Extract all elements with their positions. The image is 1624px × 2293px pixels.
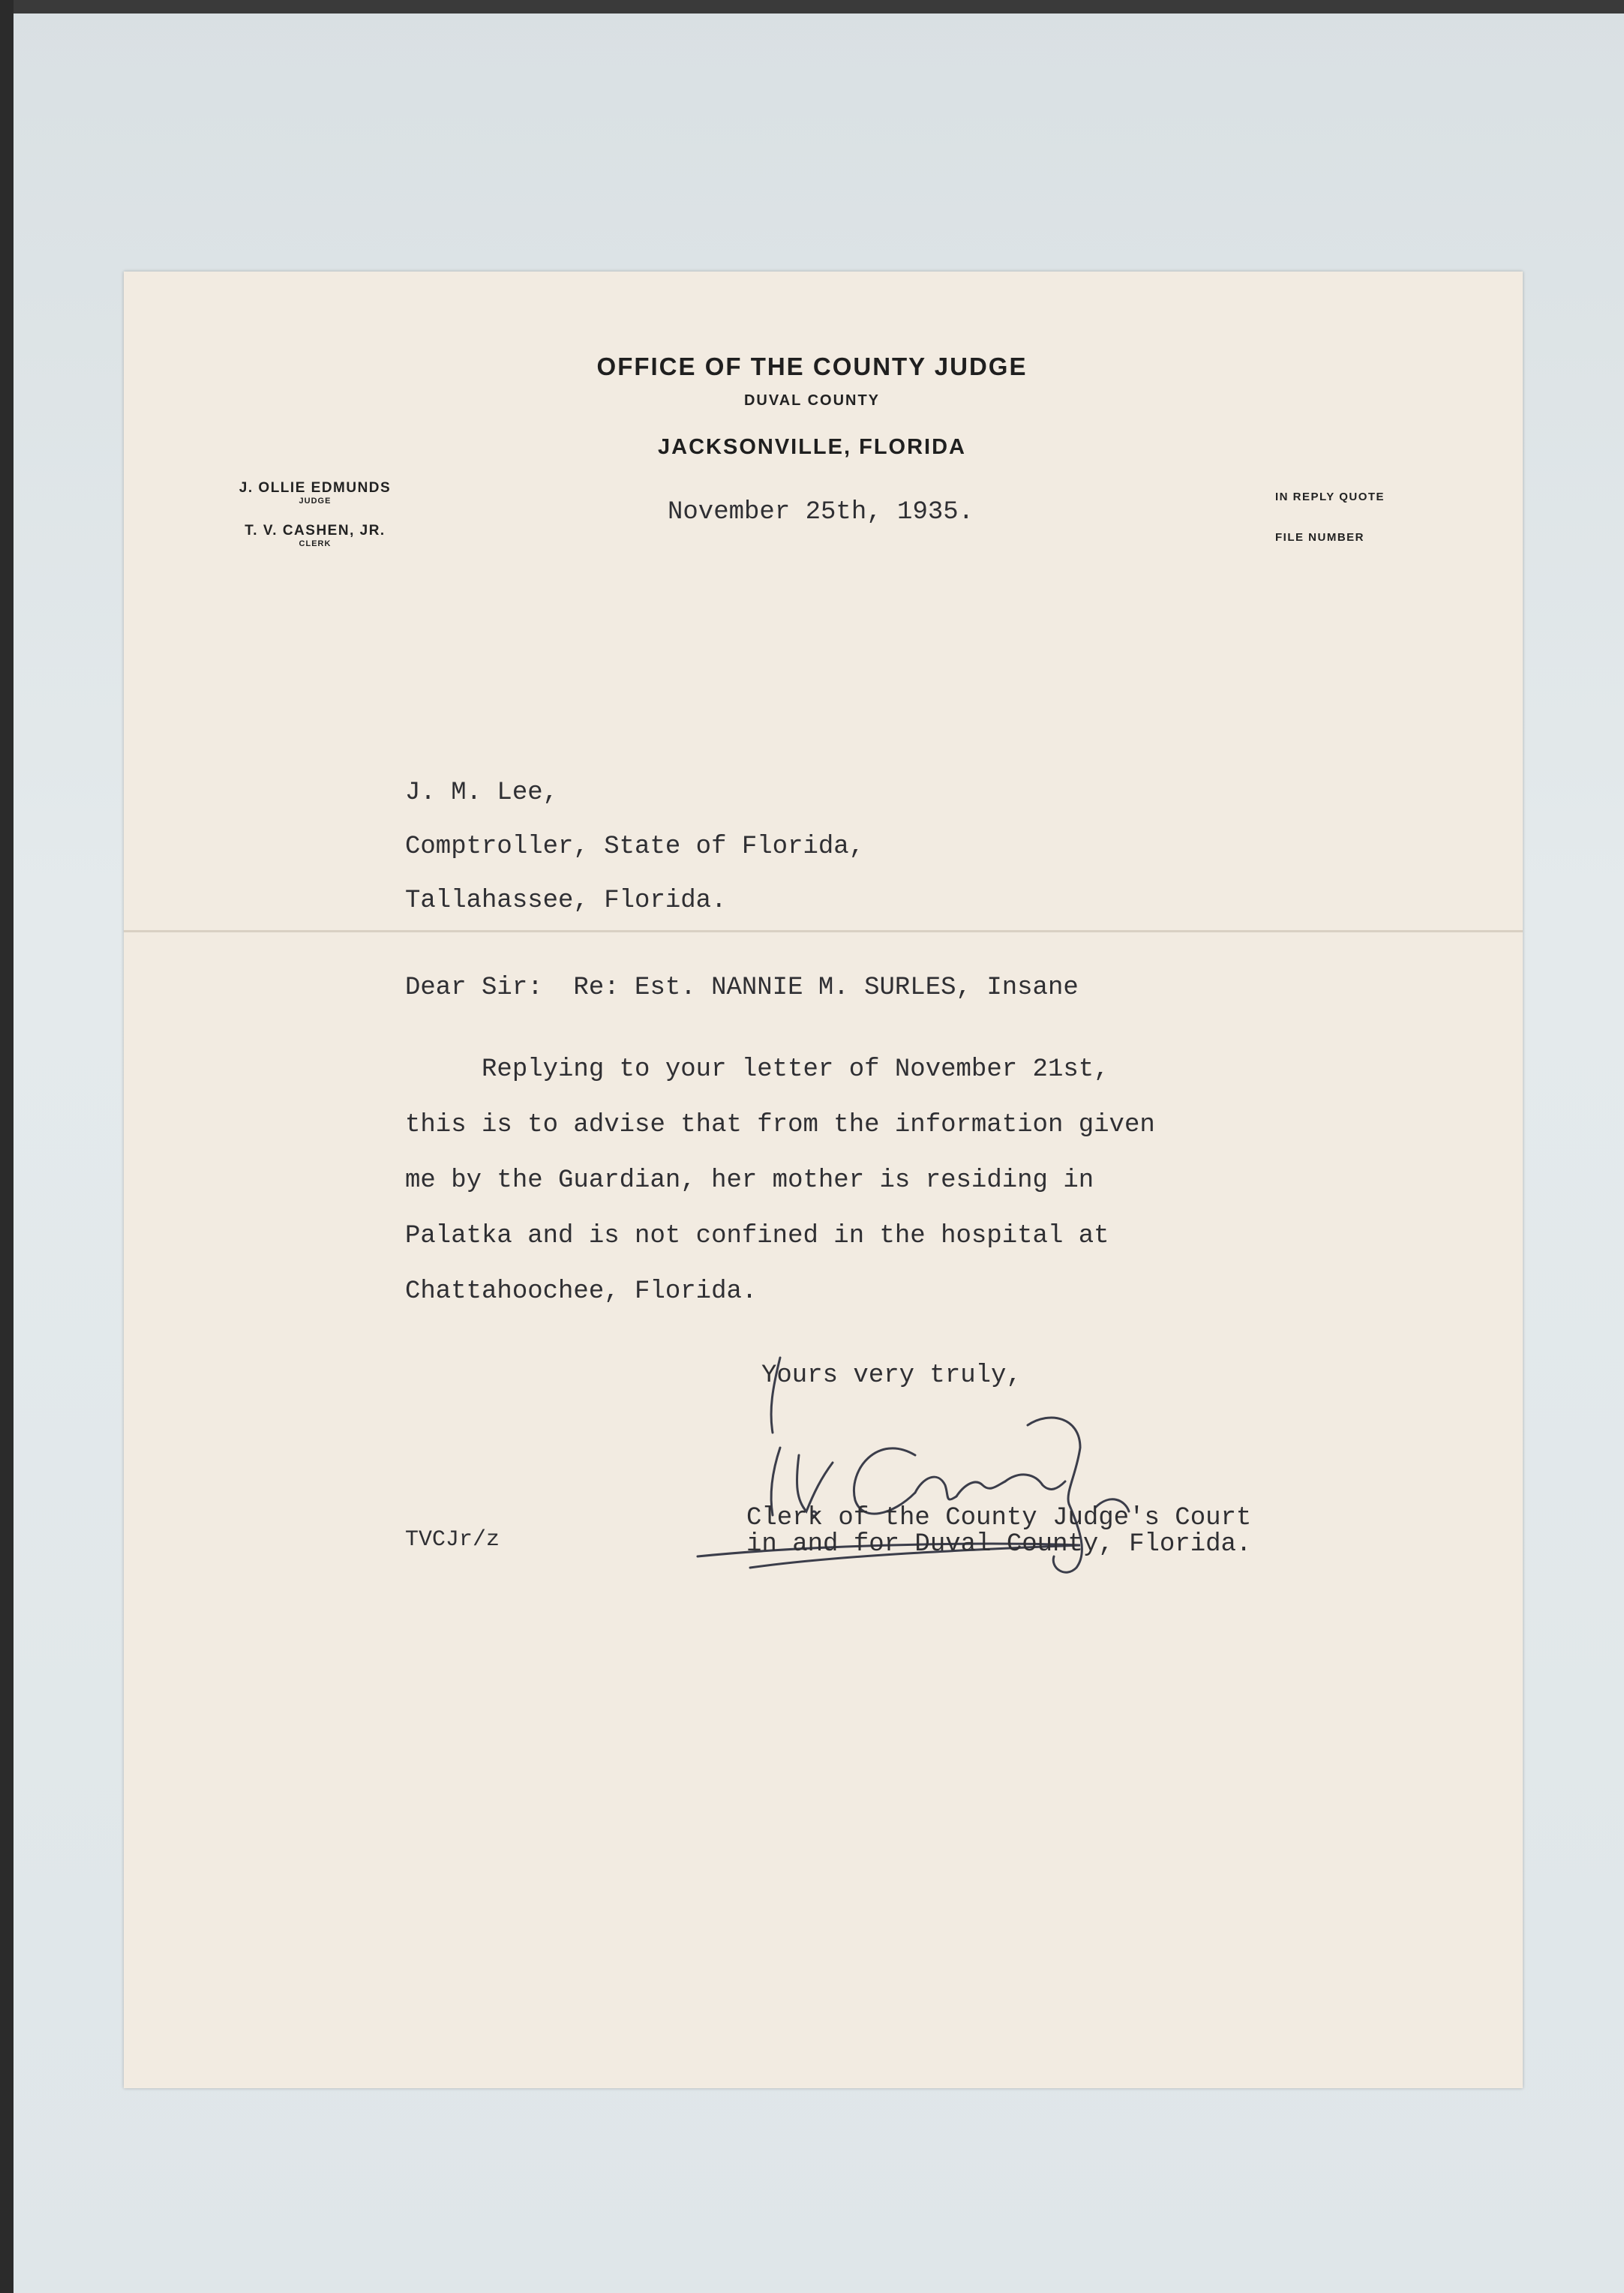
salutation: Dear Sir: Re: Est. NANNIE M. SURLES, Insane — [405, 974, 1079, 1002]
letterhead-title: OFFICE OF THE COUNTY JUDGE — [596, 353, 1028, 380]
recipient-line: Comptroller, State of Florida, — [405, 833, 865, 861]
paper-fold-line — [124, 930, 1523, 932]
signer-title-line-1: Clerk of the County Judge's Court — [746, 1504, 1252, 1532]
body-line: Replying to your letter of November 21st, — [405, 1055, 1109, 1084]
scan-edge-left — [0, 0, 14, 2293]
body-line: this is to advise that from the information given — [405, 1111, 1155, 1139]
letterhead-county: DUVAL COUNTY — [743, 392, 881, 409]
typist-initials: TVCJr/z — [405, 1527, 500, 1553]
handwritten-signature — [660, 1343, 1320, 1613]
recipient-line: Tallahassee, Florida. — [405, 887, 727, 915]
letterhead-clerk — [214, 523, 416, 548]
letterhead-city: JACKSONVILLE, FLORIDA — [658, 435, 966, 459]
judge-role: JUDGE — [299, 497, 332, 506]
clerk-role: CLERK — [299, 539, 332, 548]
file-number-label: FILE NUMBER — [1275, 531, 1364, 544]
reply-quote-label: IN REPLY QUOTE — [1275, 491, 1385, 503]
letterhead-judge — [214, 480, 416, 506]
judge-name: J. OLLIE EDMUNDS — [239, 480, 392, 496]
signer-title-line-2: in and for Duval County, Florida. — [746, 1530, 1252, 1559]
scan-edge-top — [0, 0, 1624, 14]
closing: Yours very truly, — [761, 1361, 1022, 1390]
body-line: me by the Guardian, her mother is residing in — [405, 1166, 1094, 1195]
letter-date: November 25th, 1935. — [668, 498, 974, 527]
body-line: Palatka and is not confined in the hospital at — [405, 1222, 1109, 1250]
body-line: Chattahoochee, Florida. — [405, 1277, 758, 1306]
recipient-line: J. M. Lee, — [405, 779, 559, 807]
clerk-name: T. V. CASHEN, JR. — [245, 523, 386, 539]
